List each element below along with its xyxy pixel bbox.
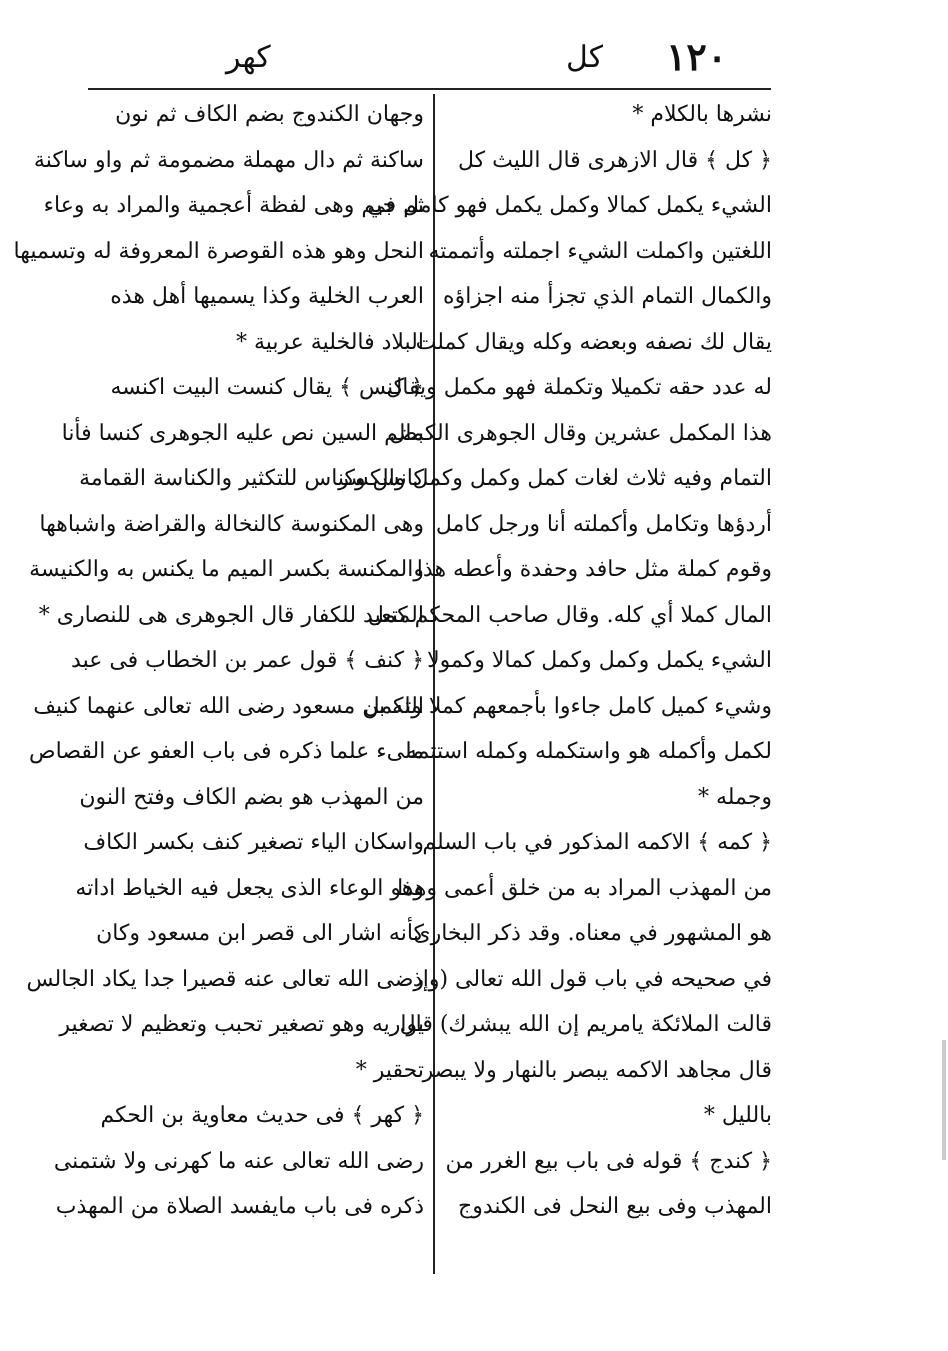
text-line: والكمال التمام الذي تجزأ منه اجزاؤه	[443, 284, 772, 309]
text-line: قال مجاهد الاكمه يبصر بالنهار ولا يبصر	[422, 1057, 772, 1083]
text-line: والمكنسة بكسر الميم ما يكنس به والكنيسة	[29, 557, 424, 582]
text-line: بالليل *	[703, 1103, 772, 1128]
text-line: وهو الوعاء الذى يجعل فيه الخياط اداته	[75, 875, 424, 901]
text-line: رضى الله تعالى عنه قصيرا جدا يكاد الجالس	[26, 966, 424, 992]
text-line: ﴿ كندج ﴾ قوله فى باب بيع الغرر من	[445, 1148, 772, 1174]
text-line: الله بن مسعود رضى الله تعالى عنهما كنيف	[33, 693, 424, 719]
text-line: ﴿ كهر ﴾ فى حديث معاوية بن الحكم	[100, 1103, 424, 1128]
text-line: نشرها بالكلام *	[632, 102, 772, 127]
text-line: تحقير *	[355, 1057, 424, 1083]
text-line: الشيء يكمل كمالا وكمل يكمل فهو كامل في	[367, 193, 772, 218]
text-line: أردؤها وتكامل وأكملته أنا ورجل كامل	[435, 511, 772, 537]
text-line: البلاد فالخلية عربية *	[235, 329, 424, 355]
text-line: في صحيحه في باب قول الله تعالى (وإذ	[412, 966, 772, 992]
text-line: يقال لك نصفه وبعضه وكله ويقال كملت	[415, 329, 772, 355]
text-line: الشيء يكمل وكمل وكمل كمالا وكمولا	[427, 648, 772, 673]
page-number: ١٢٠	[666, 34, 728, 79]
text-line: وجمله *	[697, 784, 772, 810]
text-line: ذكره فى باب مايفسد الصلاة من المهذب	[55, 1194, 424, 1219]
text-line: كأنه اشار الى قصر ابن مسعود وكان	[96, 921, 424, 946]
left-header-keyword: كهر	[226, 40, 271, 75]
text-line: ثم جيم وهى لفظة أعجمية والمراد به وعاء	[43, 193, 424, 218]
text-line: ﴿ كنف ﴾ قول عمر بن الخطاب فى عبد	[71, 648, 424, 673]
text-line: وهى المكنوسة كالنخالة والقراضة واشباهها	[39, 511, 424, 537]
text-line: التمام وفيه ثلاث لغات كمل وكمل وكمل والكسر	[338, 466, 772, 491]
text-line: واسكان الياء تصغير كنف بكسر الكاف	[83, 830, 424, 855]
text-line: وجهان الكندوج بضم الكاف ثم نون	[115, 102, 424, 127]
text-line: وقوم كملة مثل حافد وحفدة وأعطه هذا	[416, 557, 772, 582]
text-line: لكمل وأكمله هو واستكمله وكمله استتمه	[405, 739, 772, 764]
text-line: اللغتين واكملت الشيء اجملته وأتممته	[428, 238, 772, 264]
text-line: العرب الخلية وكذا يسميها أهل هذه	[110, 284, 424, 309]
text-line: ﴿ كنس ﴾ يقال كنست البيت اكنسه	[110, 375, 424, 400]
text-line: هو المشهور في معناه. وقد ذكر البخارى	[413, 921, 772, 946]
right-header-keyword: كل	[566, 40, 604, 75]
text-line: هذا المكمل عشرين وقال الجوهرى الكمال	[389, 420, 772, 446]
text-line: رضى الله تعالى عنه ما كهرنى ولا شتمنى	[53, 1148, 424, 1174]
text-line: ﴿ كمه ﴾ الاكمه المذكور في باب السلم	[422, 830, 772, 855]
text-line: من المهذب المراد به من خلق أعمى وهذا	[397, 875, 772, 901]
text-line: بضم السين نص عليه الجوهرى كنسا فأنا	[61, 420, 424, 446]
text-line: كانس وكناس للتكثير والكناسة القمامة	[79, 466, 424, 491]
text-line: قالت الملائكة يامريم إن الله يبشرك) قال	[399, 1012, 772, 1037]
text-line: النحل وهو هذه القوصرة المعروفة له وتسميها	[13, 238, 424, 264]
header-rule	[88, 88, 771, 90]
text-line: المهذب وفى بيع النحل فى الكندوج	[458, 1194, 772, 1219]
left-column	[13, 92, 424, 1230]
text-line: من المهذب هو بضم الكاف وفتح النون	[79, 784, 424, 810]
text-line: المتعبد للكفار قال الجوهرى هى للنصارى *	[38, 602, 424, 628]
text-line: وشيء كميل كامل جاءوا بأجمعهم كملا وتكمل	[363, 693, 772, 719]
scan-margin-mark	[942, 1040, 946, 1160]
text-line: له عدد حقه تكميلا وتكملة فهو مكمل ويقال	[386, 375, 772, 400]
text-line: ساكنة ثم دال مهملة مضمومة ثم واو ساكنة	[33, 147, 424, 173]
text-line: يواريه وهو تصغير تحبب وتعظيم لا تصغير	[59, 1012, 424, 1037]
text-line: ﴿ كل ﴾ قال الازهرى قال الليث كل	[458, 147, 772, 173]
text-line: المال كملا أي كله. وقال صاحب المحكم كمل	[367, 602, 772, 628]
text-line: ملىء علما ذكره فى باب العفو عن القصاص	[29, 739, 424, 764]
